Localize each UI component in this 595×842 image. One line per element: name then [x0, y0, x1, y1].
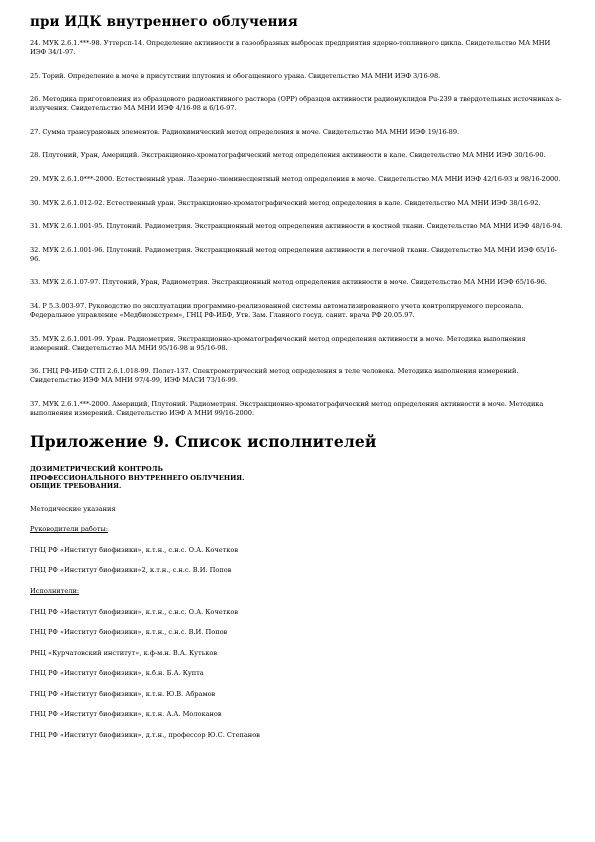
executor-entry: ГНЦ РФ «Институт биофизики», к.т.н. А.А. Молоканов [30, 710, 222, 719]
reference-item: 34. Р 5.3.003-97. Руководство по эксплуатации программно-реализованной системы автоматизированного учета контролируемого персонала. Федеральное управление «Медбиоэкстрем», ГНЦ РФ-ИБФ, Утв. Зам. Главного госуд. санит. врача РФ 20.05.97. [30, 301, 524, 319]
executor-entry: ГНЦ РФ «Институт биофизики», д.т.н., профессор Ю.С. Степанов [30, 731, 260, 740]
executor-entry: ГНЦ РФ «Институт биофизики», к.т.н., с.н.с. О.А. Кочетков [30, 607, 239, 616]
executors-label: Исполнители: [30, 586, 80, 595]
reference-item: 28. Плутоний, Уран, Америций. Экстракционно-хроматографический метод определения активности в кале. Свидетельство МА МНИ ИЭФ 30/16-90. [30, 151, 546, 160]
reference-item: 25. Торий. Определение в моче в присутствии плутония и обогащенного урана. Свидетельство МА МНИ ИЭФ 3/16-98. [30, 71, 441, 80]
executor-entry: РНЦ «Курчатовский институт», к.ф-м.н. В.А. Кутьков [30, 648, 218, 657]
executor-entry: ГНЦ РФ «Институт биофизики», к.т.н. Ю.В. Абрамов [30, 689, 216, 698]
reference-item: 31. МУК 2.6.1.001-95. Плутоний. Радиометрия. Экстракционный метод определения активности в костной ткани. Свидетельство МА МНИ ИЭФ 48/16-94. [30, 222, 563, 231]
reference-item: 32. МУК 2.6.1.001-96. Плутоний. Радиометрия. Экстракционный метод определения активности в легочной ткани. Свидетельство МА МНИ ИЭФ 65/16-96. [30, 245, 557, 263]
leaders-label: Руководители работы: [30, 525, 108, 534]
executor-entry: ГНЦ РФ «Институт биофизики», к.б.н. Б.А. Купта [30, 669, 204, 678]
reference-item: 30. МУК 2.6.1.012-92. Естественный уран. Экстракционно-хроматографический метод определения в кале. Свидетельство МА МНИ ИЭФ 38/16-92. [30, 198, 541, 207]
leader-entry: ГНЦ РФ «Институт биофизики»2, к.т.н., с.н.с. В.И. Попов [30, 566, 232, 575]
document-type: Методические указания [30, 504, 116, 513]
reference-item: 24. МУК 2.6.1.***-98. Уттерсп-14. Определение активности в газообразных выбросах предприятия ядерно-топливного цикла. Свидетельство МА МНИ ИЭФ 34/1-97. [30, 39, 551, 56]
reference-item: 27. Сумма трансурановых элементов. Радиохимический метод определения в моче. Свидетельство МА МНИ ИЭФ 19/16-89. [30, 127, 460, 136]
reference-item: 36. ГНЦ РФ-ИБФ СТП 2.6.1.018-99. Полет-137. Спектрометрический метод определения в теле человека. Методика выполнения измерений. Свидетельство ИЭФ МА МНИ 97/4-99, ИЭФ МАСИ 73/16-99. [30, 367, 519, 385]
appendix-title: Приложение 9. Список исполнителей [30, 432, 377, 452]
document-header-line: ОБЩИЕ ТРЕБОВАНИЯ. [30, 482, 122, 491]
reference-item: 26. Методика приготовления из образцового радиоактивного раствора (ОРР) образцов активности радионуклидов Pu-239 в твердотельных источниках а-излучения. Свидетельство МА МНИ ИЭФ 4/16-98 и 6/16-97. [30, 95, 562, 113]
reference-item: 33. МУК 2.6.1.07-97. Плутоний, Уран, Радиометрия. Экстракционный метод определения активности в моче. Свидетельство МА МНИ ИЭФ 65/16-96. [30, 278, 547, 287]
reference-item: 35. МУК 2.6.1.001-99. Уран. Радиометрия. Экстракционно-хроматографический метод определения активности в моче. Методика выполнения измерений. Свидетельство МА МНИ 95/16-98 и 95/16-98. [30, 334, 526, 352]
reference-item: 37. МУК 2.6.1.***-2000. Америций, Плутоний. Радиометрия. Экстракционно-хроматографический метод определения активности в моче. Методика выполнения измерений. Свидетельство ИЭФ А МНИ 99/16-2000. [30, 399, 544, 417]
document-header [30, 465, 567, 490]
leader-entry: ГНЦ РФ «Институт биофизики», к.т.н., с.н.с. О.А. Кочетков [30, 545, 239, 554]
executor-entry: ГНЦ РФ «Институт биофизики», к.т.н., с.н.с. В.И. Попов [30, 628, 228, 637]
document-header-line: ДОЗИМЕТРИЧЕСКИЙ КОНТРОЛЬ [30, 465, 163, 474]
reference-item: 29. МУК 2.6.1.0***-2000. Естественный уран. Лазерно-люминесцентный метод определения в моче. Свидетельство МА МНИ ИЭФ 42/16-93 и 98/16-2000. [30, 174, 561, 183]
document-header-line: ПРОФЕССИОНАЛЬНОГО ВНУТРЕННЕГО ОБЛУЧЕНИЯ. [30, 473, 245, 482]
reference-list [30, 39, 567, 418]
section-heading: при ИДК внутреннего облучения [30, 14, 298, 30]
